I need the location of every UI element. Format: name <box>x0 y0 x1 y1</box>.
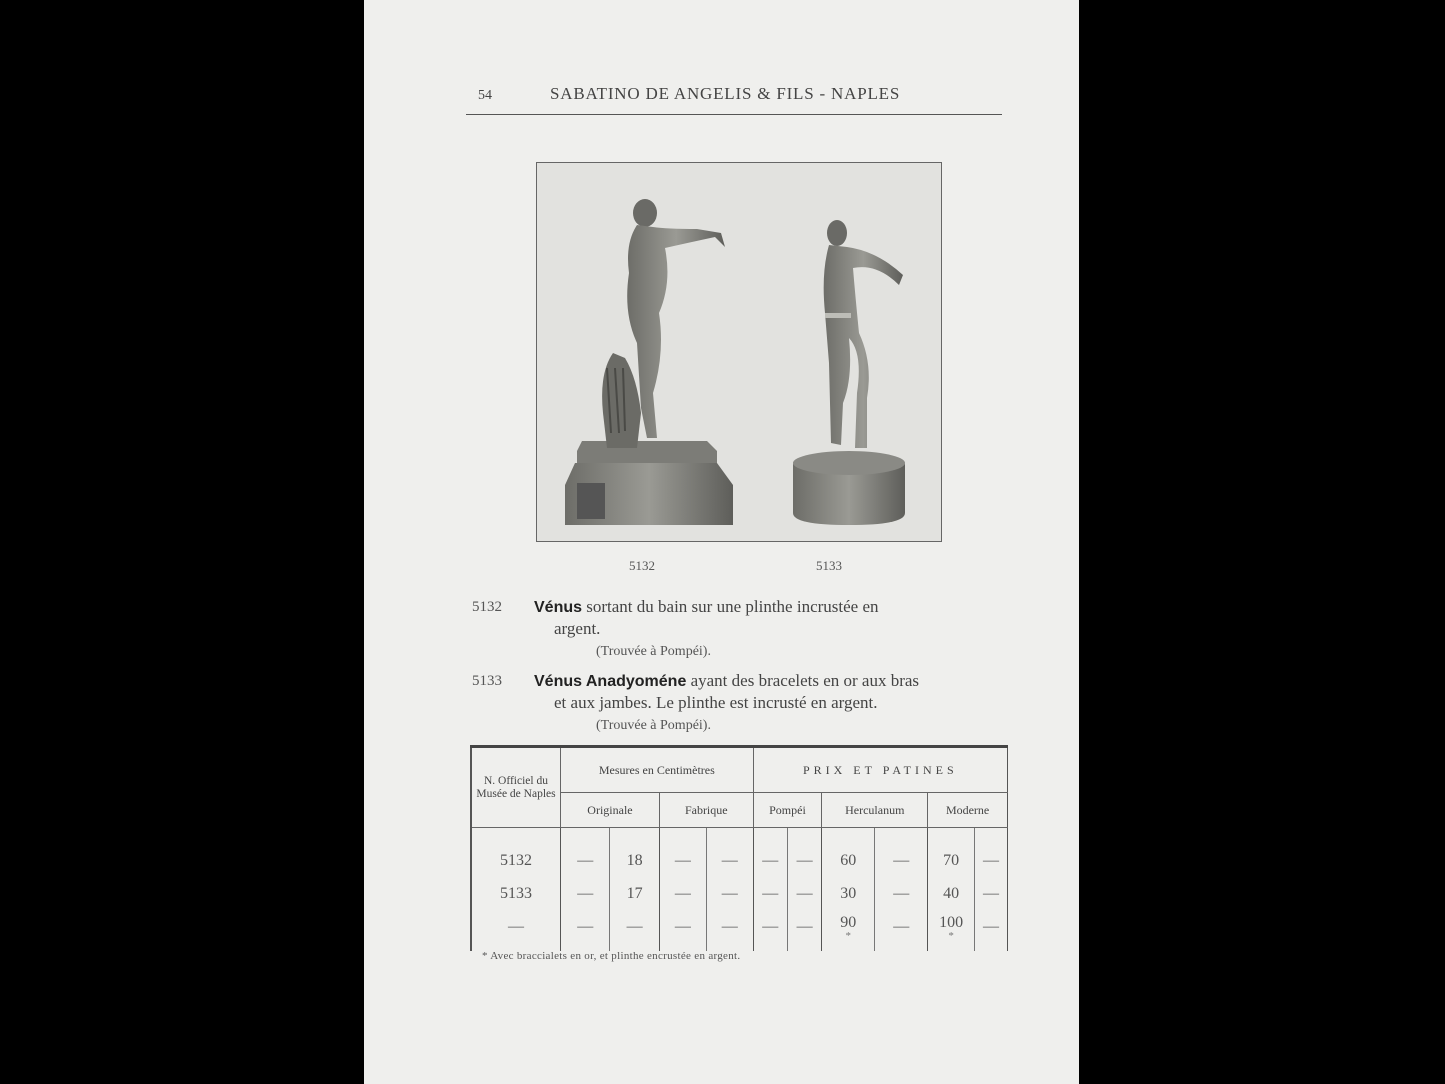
cell: — <box>706 844 753 877</box>
entry-description-continued: argent. <box>554 619 601 638</box>
table-footnote: * Avec braccialets en or, et plinthe encrustée en argent. <box>482 950 741 962</box>
catalog-page <box>364 0 1079 1084</box>
cell: — <box>706 910 753 943</box>
col-herculanum: Herculanum <box>822 793 928 828</box>
cell: 17 <box>610 877 659 910</box>
entry-description: sortant du bain sur une plinthe incrustée en <box>586 597 879 616</box>
cell: — <box>753 844 787 877</box>
cell: — <box>659 844 706 877</box>
cell: 70 <box>928 844 975 877</box>
table-row <box>471 910 1008 943</box>
cell: — <box>561 844 610 877</box>
cell: 18 <box>610 844 659 877</box>
entry-description-continued: et aux jambes. Le plinthe est incrusté en argent. <box>554 693 878 712</box>
cell-number: — <box>471 910 561 943</box>
cell: — <box>659 877 706 910</box>
cell: — <box>787 877 821 910</box>
cell: — <box>706 877 753 910</box>
cell-number: 5133 <box>471 877 561 910</box>
entry-name: Vénus <box>534 599 583 616</box>
cell: — <box>974 910 1007 943</box>
cell: — <box>875 844 928 877</box>
col-pompei: Pompéi <box>753 793 822 828</box>
figure-caption: 5133 <box>816 558 842 573</box>
cell: 90 * <box>822 910 875 943</box>
table-row <box>471 877 1008 910</box>
entry-name: Vénus Anadyoméne <box>534 673 687 690</box>
catalog-entry <box>472 670 1004 736</box>
col-originale: Originale <box>561 793 660 828</box>
cell: — <box>875 910 928 943</box>
entry-provenance: (Trouvée à Pompéi). <box>596 644 711 659</box>
entry-description: ayant des bracelets en or aux bras <box>690 671 920 690</box>
col-fabrique: Fabrique <box>659 793 753 828</box>
table-row <box>471 844 1008 877</box>
group-measures: Mesures en Centimètres <box>561 747 754 793</box>
footnote-marker: * <box>845 929 852 942</box>
cell: — <box>875 877 928 910</box>
cell: — <box>753 877 787 910</box>
entry-number: 5132 <box>472 599 502 615</box>
page-number: 54 <box>478 88 492 103</box>
entry-provenance: (Trouvée à Pompéi). <box>596 718 711 733</box>
cell: 30 <box>822 877 875 910</box>
cell: 40 <box>928 877 975 910</box>
cell: 60 <box>822 844 875 877</box>
page-header <box>466 82 1002 115</box>
col-official-number: N. Officiel du Musée de Naples <box>471 747 561 828</box>
footnote-marker: * <box>948 929 954 942</box>
group-prices: PRIX ET PATINES <box>753 747 1007 793</box>
col-moderne: Moderne <box>928 793 1008 828</box>
entry-number: 5133 <box>472 673 502 689</box>
cell: 100 * <box>928 910 975 943</box>
cell: — <box>974 844 1007 877</box>
cell: — <box>561 910 610 943</box>
statuettes-illustration <box>537 163 941 541</box>
running-title: SABATINO DE ANGELIS & FILS - NAPLES <box>550 84 901 103</box>
cell: — <box>787 910 821 943</box>
catalog-entry <box>472 596 1004 662</box>
cell: — <box>659 910 706 943</box>
cell: — <box>753 910 787 943</box>
statuettes-photograph <box>536 162 942 542</box>
figure-caption: 5132 <box>629 558 655 573</box>
cell-number: 5132 <box>471 844 561 877</box>
cell: — <box>561 877 610 910</box>
cell: — <box>610 910 659 943</box>
cell: — <box>787 844 821 877</box>
cell: — <box>974 877 1007 910</box>
price-table <box>470 745 1008 951</box>
